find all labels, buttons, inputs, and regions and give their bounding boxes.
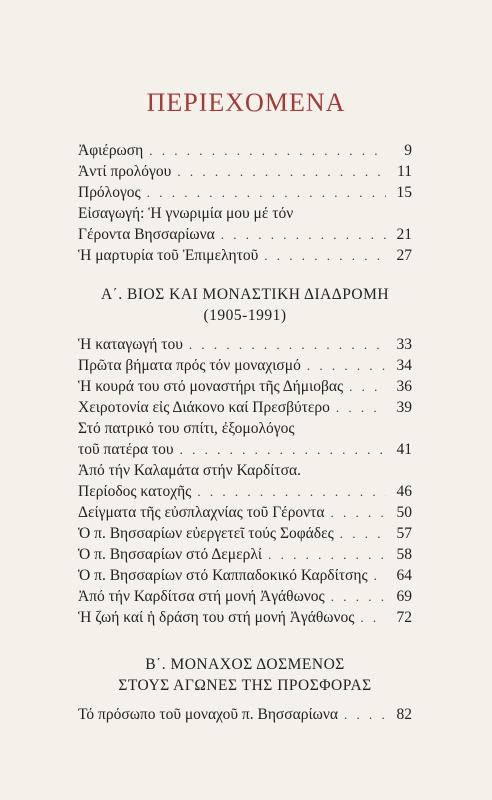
leader-dots: [344, 704, 386, 725]
entry-label: Ὁ π. Βησσαρίων εὐεργετεῖ τούς Σοφάδες: [78, 525, 334, 542]
toc-entry[interactable]: [78, 460, 412, 481]
toc-entry[interactable]: [78, 334, 412, 355]
entry-label: Ἡ καταγωγή του: [78, 336, 183, 353]
section-b: [78, 654, 412, 725]
toc-entry[interactable]: [78, 704, 412, 725]
entry-page: 9: [404, 142, 412, 159]
toc-entry[interactable]: [78, 418, 412, 439]
leader-dots: [360, 607, 386, 628]
entry-page: 57: [396, 525, 412, 542]
entry-label: Τό πρόσωπο τοῦ μοναχοῦ π. Βησσαρίωνα: [78, 706, 338, 723]
toc-entry[interactable]: [78, 544, 412, 565]
entry-page: 64: [396, 567, 412, 584]
leader-dots: [336, 397, 386, 418]
page-title: ΠΕΡΙΕΧΟΜΕΝΑ: [146, 88, 346, 117]
section-heading: Α΄. ΒΙΟΣ ΚΑΙ ΜΟΝΑΣΤΙΚΗ ΔΙΑΔΡΟΜΗ: [100, 286, 390, 303]
entry-label: Χειροτονία εἰς Διάκονο καί Πρεσβύτερο: [78, 399, 330, 416]
entry-label: τοῦ πατέρα του: [78, 441, 174, 458]
section-heading: Β΄. ΜΟΝΑΧΟΣ ΔΟΣΜΕΝΟΣ: [145, 656, 345, 673]
entry-page: 58: [396, 546, 412, 563]
toc-entry[interactable]: [78, 245, 412, 266]
toc-entry[interactable]: [78, 439, 412, 460]
toc-entry[interactable]: [78, 355, 412, 376]
leader-dots: [307, 355, 386, 376]
leader-dots: [268, 544, 386, 565]
leader-dots: [331, 586, 386, 607]
leader-dots: [147, 182, 386, 203]
leader-dots: [349, 376, 386, 397]
entry-label: Στό πατρικό του σπίτι, ἐξομολόγος: [78, 420, 295, 437]
leader-dots: [149, 140, 386, 161]
table-of-contents: [78, 140, 412, 725]
front-matter-list: [78, 140, 412, 266]
toc-entry[interactable]: [78, 565, 412, 586]
leader-dots: [180, 439, 386, 460]
leader-dots: [264, 245, 386, 266]
entry-label: Ἀπό τήν Καλαμάτα στήν Καρδίτσα.: [78, 462, 301, 479]
toc-entry[interactable]: [78, 586, 412, 607]
entry-label: Πρῶτα βήματα πρός τόν μοναχισμό: [78, 357, 301, 374]
entry-label: Πρόλογος: [78, 184, 141, 201]
section-a: [78, 284, 412, 628]
entry-label: Ὁ π. Βησσαρίων στό Καππαδοκικό Καρδίτσης: [78, 567, 368, 584]
toc-entry[interactable]: [78, 397, 412, 418]
leader-dots: [331, 502, 386, 523]
entry-label: Ἀφιέρωση: [78, 142, 144, 159]
toc-entry[interactable]: [78, 376, 412, 397]
toc-entry[interactable]: [78, 161, 412, 182]
entry-page: 33: [396, 336, 412, 353]
entry-page: 34: [396, 357, 412, 374]
entry-page: 46: [396, 483, 412, 500]
entry-page: 36: [396, 378, 412, 395]
entry-label: Ἡ κουρά του στό μοναστήρι τῆς Δήμιοβας: [78, 378, 344, 395]
toc-entry[interactable]: [78, 182, 412, 203]
section-heading-line2: ΣΤΟΥΣ ΑΓΩΝΕΣ ΤΗΣ ΠΡΟΣΦΟΡΑΣ: [118, 677, 372, 694]
entry-label: Γέροντα Βησσαρίωνα: [78, 226, 215, 243]
leader-dots: [340, 523, 386, 544]
entry-page: 69: [396, 588, 412, 605]
entry-page: 21: [396, 226, 412, 243]
entry-label: Δείγματα τῆς εὐσπλαχνίας τοῦ Γέροντα: [78, 504, 325, 521]
leader-dots: [374, 565, 386, 586]
leader-dots: [221, 224, 386, 245]
entry-label: Ἡ μαρτυρία τοῦ Ἐπιμελητοῦ: [78, 247, 259, 264]
leader-dots: [189, 334, 386, 355]
section-subheading: (1905-1991): [203, 307, 287, 324]
entry-page: 11: [397, 163, 412, 180]
entry-page: 41: [396, 441, 412, 458]
entry-label: Περίοδος κατοχῆς: [78, 483, 192, 500]
toc-entry[interactable]: [78, 224, 412, 245]
entry-label: Εἰσαγωγή: Ἡ γνωριμία μου μέ τόν: [78, 205, 294, 222]
toc-entry[interactable]: [78, 502, 412, 523]
leader-dots: [177, 161, 386, 182]
leader-dots: [197, 481, 386, 502]
entry-page: 15: [396, 184, 412, 201]
entry-page: 82: [396, 706, 412, 723]
entry-label: Ἀπό τήν Καρδίτσα στή μονή Ἀγάθωνος: [78, 588, 325, 605]
toc-entry[interactable]: [78, 481, 412, 502]
entry-label: Ἀντί προλόγου: [78, 163, 172, 180]
toc-entry[interactable]: [78, 523, 412, 544]
toc-entry[interactable]: [78, 607, 412, 628]
entry-page: 72: [396, 609, 412, 626]
entry-page: 39: [396, 399, 412, 416]
entry-page: 27: [396, 247, 412, 264]
entry-label: Ἡ ζωή καί ἡ δράση του στή μονή Ἀγάθωνος: [78, 609, 355, 626]
entry-page: 50: [396, 504, 412, 521]
entry-label: Ὁ π. Βησσαρίων στό Δεμερλί: [78, 546, 263, 563]
toc-entry[interactable]: [78, 203, 412, 224]
toc-entry[interactable]: [78, 140, 412, 161]
